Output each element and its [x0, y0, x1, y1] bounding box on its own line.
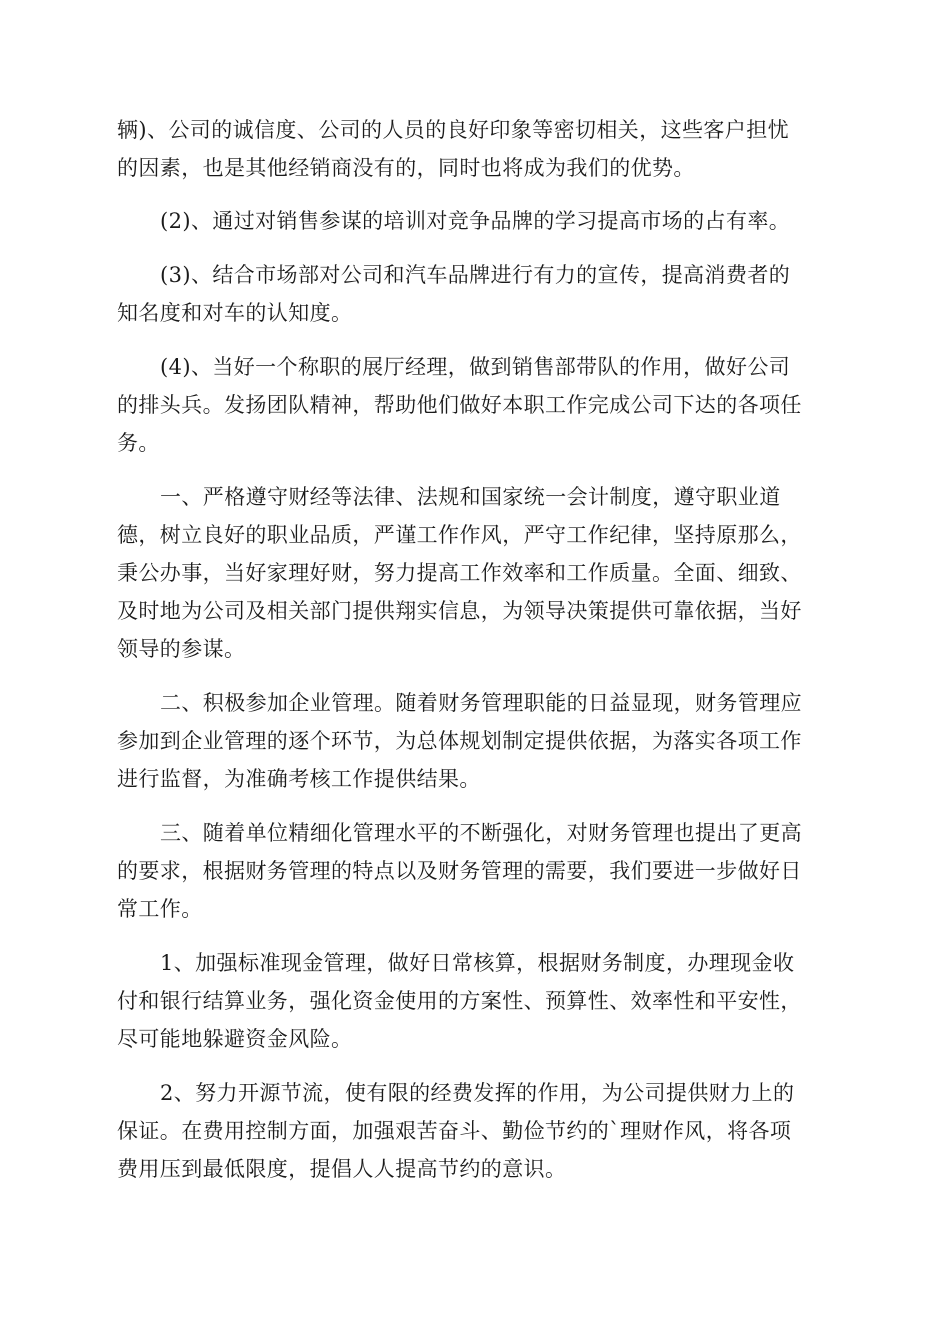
- text-line: 德，树立良好的职业品质，严谨工作作风，严守工作纪律，坚持原那么，: [117, 523, 802, 547]
- text-line: 领导的参谋。: [117, 637, 246, 661]
- text-line: 及时地为公司及相关部门提供翔实信息，为领导决策提供可靠依据，当好: [117, 599, 802, 623]
- text-line: 常工作。: [117, 897, 203, 921]
- text-line: 费用压到最低限度，提倡人人提高节约的意识。: [117, 1157, 567, 1181]
- text-line: 辆)、公司的诚信度、公司的人员的良好印象等密切相关，这些客户担忧: [117, 118, 789, 142]
- text-line: 保证。在费用控制方面，加强艰苦奋斗、勤俭节约的`理财作风，将各项: [117, 1119, 792, 1143]
- text-line: 的要求，根据财务管理的特点以及财务管理的需要，我们要进一步做好日: [117, 859, 802, 883]
- text-line: 的排头兵。发扬团队精神，帮助他们做好本职工作完成公司下达的各项任: [117, 393, 802, 417]
- text-line: 付和银行结算业务，强化资金使用的方案性、预算性、效率性和平安性，: [117, 989, 802, 1013]
- text-line: 务。: [117, 431, 160, 455]
- text-line: 秉公办事，当好家理好财，努力提高工作效率和工作质量。全面、细致、: [117, 561, 802, 585]
- text-line: 进行监督，为准确考核工作提供结果。: [117, 767, 481, 791]
- text-line: (3)、结合市场部对公司和汽车品牌进行有力的宣传，提高消费者的: [160, 263, 791, 287]
- text-line: 一、严格遵守财经等法律、法规和国家统一会计制度，遵守职业道: [160, 485, 781, 509]
- text-line: 2、努力开源节流，使有限的经费发挥的作用，为公司提供财力上的: [160, 1081, 795, 1105]
- text-line: 尽可能地躲避资金风险。: [117, 1027, 353, 1051]
- text-line: 的因素，也是其他经销商没有的，同时也将成为我们的优势。: [117, 156, 695, 180]
- text-line: 知名度和对车的认知度。: [117, 301, 353, 325]
- text-line: (4)、当好一个称职的展厅经理，做到销售部带队的作用，做好公司: [160, 355, 791, 379]
- text-line: (2)、通过对销售参谋的培训对竞争品牌的学习提高市场的占有率。: [160, 209, 791, 233]
- text-line: 1、加强标准现金管理，做好日常核算，根据财务制度，办理现金收: [160, 951, 795, 975]
- text-line: 三、随着单位精细化管理水平的不断强化，对财务管理也提出了更高: [160, 821, 802, 845]
- text-line: 参加到企业管理的逐个环节，为总体规划制定提供依据，为落实各项工作: [117, 729, 802, 753]
- text-line: 二、积极参加企业管理。随着财务管理职能的日益显现，财务管理应: [160, 691, 802, 715]
